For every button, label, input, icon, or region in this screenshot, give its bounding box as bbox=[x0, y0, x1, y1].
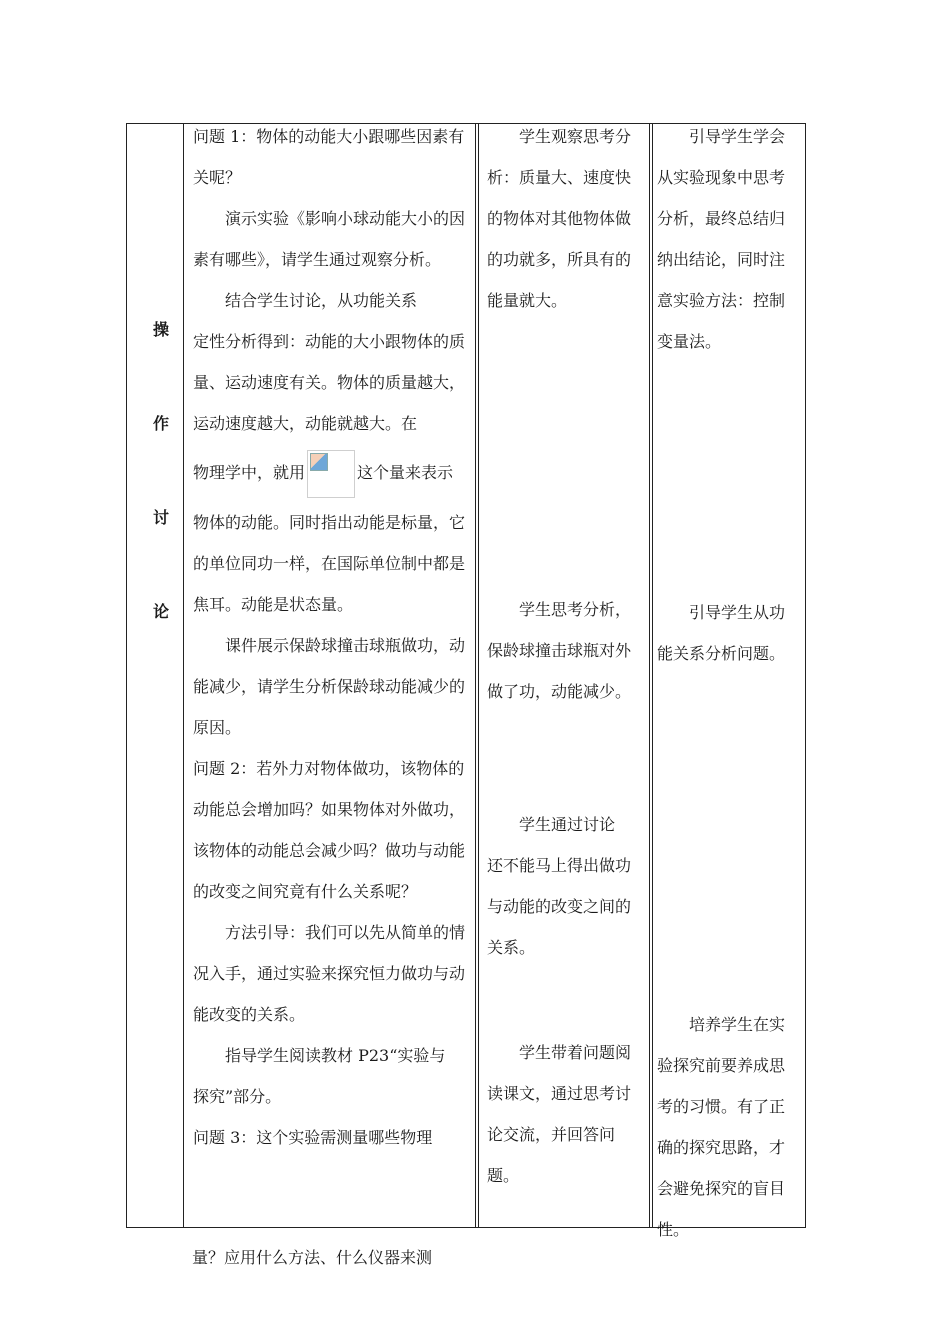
guide-intent: 引导学生学会从实验现象中思考分析，最终总结归纳出结论，同时注 bbox=[657, 127, 786, 269]
side-label-char: 操 bbox=[153, 320, 170, 339]
question-3-continued: 量？应用什么方法、什么仪器来测 bbox=[192, 1248, 433, 1267]
formula-image bbox=[307, 450, 355, 498]
side-label-char: 讨 bbox=[153, 508, 170, 527]
design-intent-column bbox=[657, 1004, 799, 1250]
read-text: 学生带着问题阅读课文，通过思考讨论交流，并回答问题。 bbox=[487, 1043, 632, 1185]
bowling-text: 课件展示保龄球撞击球瓶做功，动能减少，请学生分析保龄球动能减少的原因。 bbox=[193, 636, 466, 737]
side-label-char: 论 bbox=[153, 602, 170, 621]
student-activity-column bbox=[487, 804, 643, 968]
question-2: 问题 2：若外力对物体做功，该物体的动能总会增加吗？如果物体对外做功，该物体的动能总会减少吗？做功与动能的改变之间究竟有什么关系呢？ bbox=[193, 759, 466, 901]
combine-text: 结合学生讨论，从功能关系 bbox=[225, 291, 418, 310]
guide-text-2: 探究”部分。 bbox=[193, 1087, 282, 1106]
guide-intent-2: 意实验方法：控制变量法。 bbox=[657, 291, 786, 351]
cultivate-text: 培养学生在实验探究前要养成思考的习惯。有了正确的探究思路，才会避免探究的盲目性。 bbox=[657, 1015, 786, 1239]
discuss-text: 学生通过讨论 bbox=[519, 815, 616, 834]
method-text: 方法引导：我们可以先从简单的情况入手，通过实验来探究恒力做功与动能改变的关系。 bbox=[193, 923, 466, 1024]
student-activity-column bbox=[487, 116, 643, 321]
question-1: 问题 1：物体的动能大小跟哪些因素有关呢？ bbox=[193, 127, 465, 187]
guide-text: 指导学生阅读教材 P23“实验与 bbox=[225, 1046, 446, 1065]
teacher-activity-column bbox=[193, 116, 469, 1158]
design-intent-column bbox=[657, 116, 799, 362]
image-placeholder-icon bbox=[310, 453, 328, 471]
physics-line: 物理学中，就用 这个量来表示 bbox=[193, 444, 469, 502]
design-intent-column bbox=[657, 592, 799, 674]
observe-text: 学生观察思考分析：质量大、速度快的物体对其他物体做的功就多，所具有的能量就大。 bbox=[487, 127, 632, 310]
column-divider bbox=[183, 124, 184, 1227]
demo-text: 演示实验《影响小球动能大小的因素有哪些》，请学生通过观察分析。 bbox=[193, 209, 466, 269]
question-3: 问题 3：这个实验需测量哪些物理 bbox=[193, 1128, 433, 1147]
kinetic-text: 物体的动能。同时指出动能是标量，它的单位同功一样，在国际单位制中都是焦耳。动能是状态量。 bbox=[193, 513, 466, 614]
student-activity-column bbox=[487, 589, 643, 712]
side-label-char: 作 bbox=[153, 414, 170, 433]
guide-intent-3: 引导学生从功能关系分析问题。 bbox=[657, 603, 786, 663]
think-text: 学生思考分析，保龄球撞击球瓶对外做了功，动能减少。 bbox=[487, 600, 632, 701]
column-divider bbox=[649, 124, 653, 1227]
lesson-table bbox=[126, 123, 806, 1239]
column-divider bbox=[475, 124, 479, 1227]
student-activity-column bbox=[487, 1032, 643, 1196]
qualitative-text: 定性分析得到：动能的大小跟物体的质量、运动速度有关。物体的质量越大，运动速度越大，动能就越大。在 bbox=[193, 332, 466, 433]
discuss-text-2: 还不能马上得出做功与动能的改变之间的关系。 bbox=[487, 856, 632, 957]
